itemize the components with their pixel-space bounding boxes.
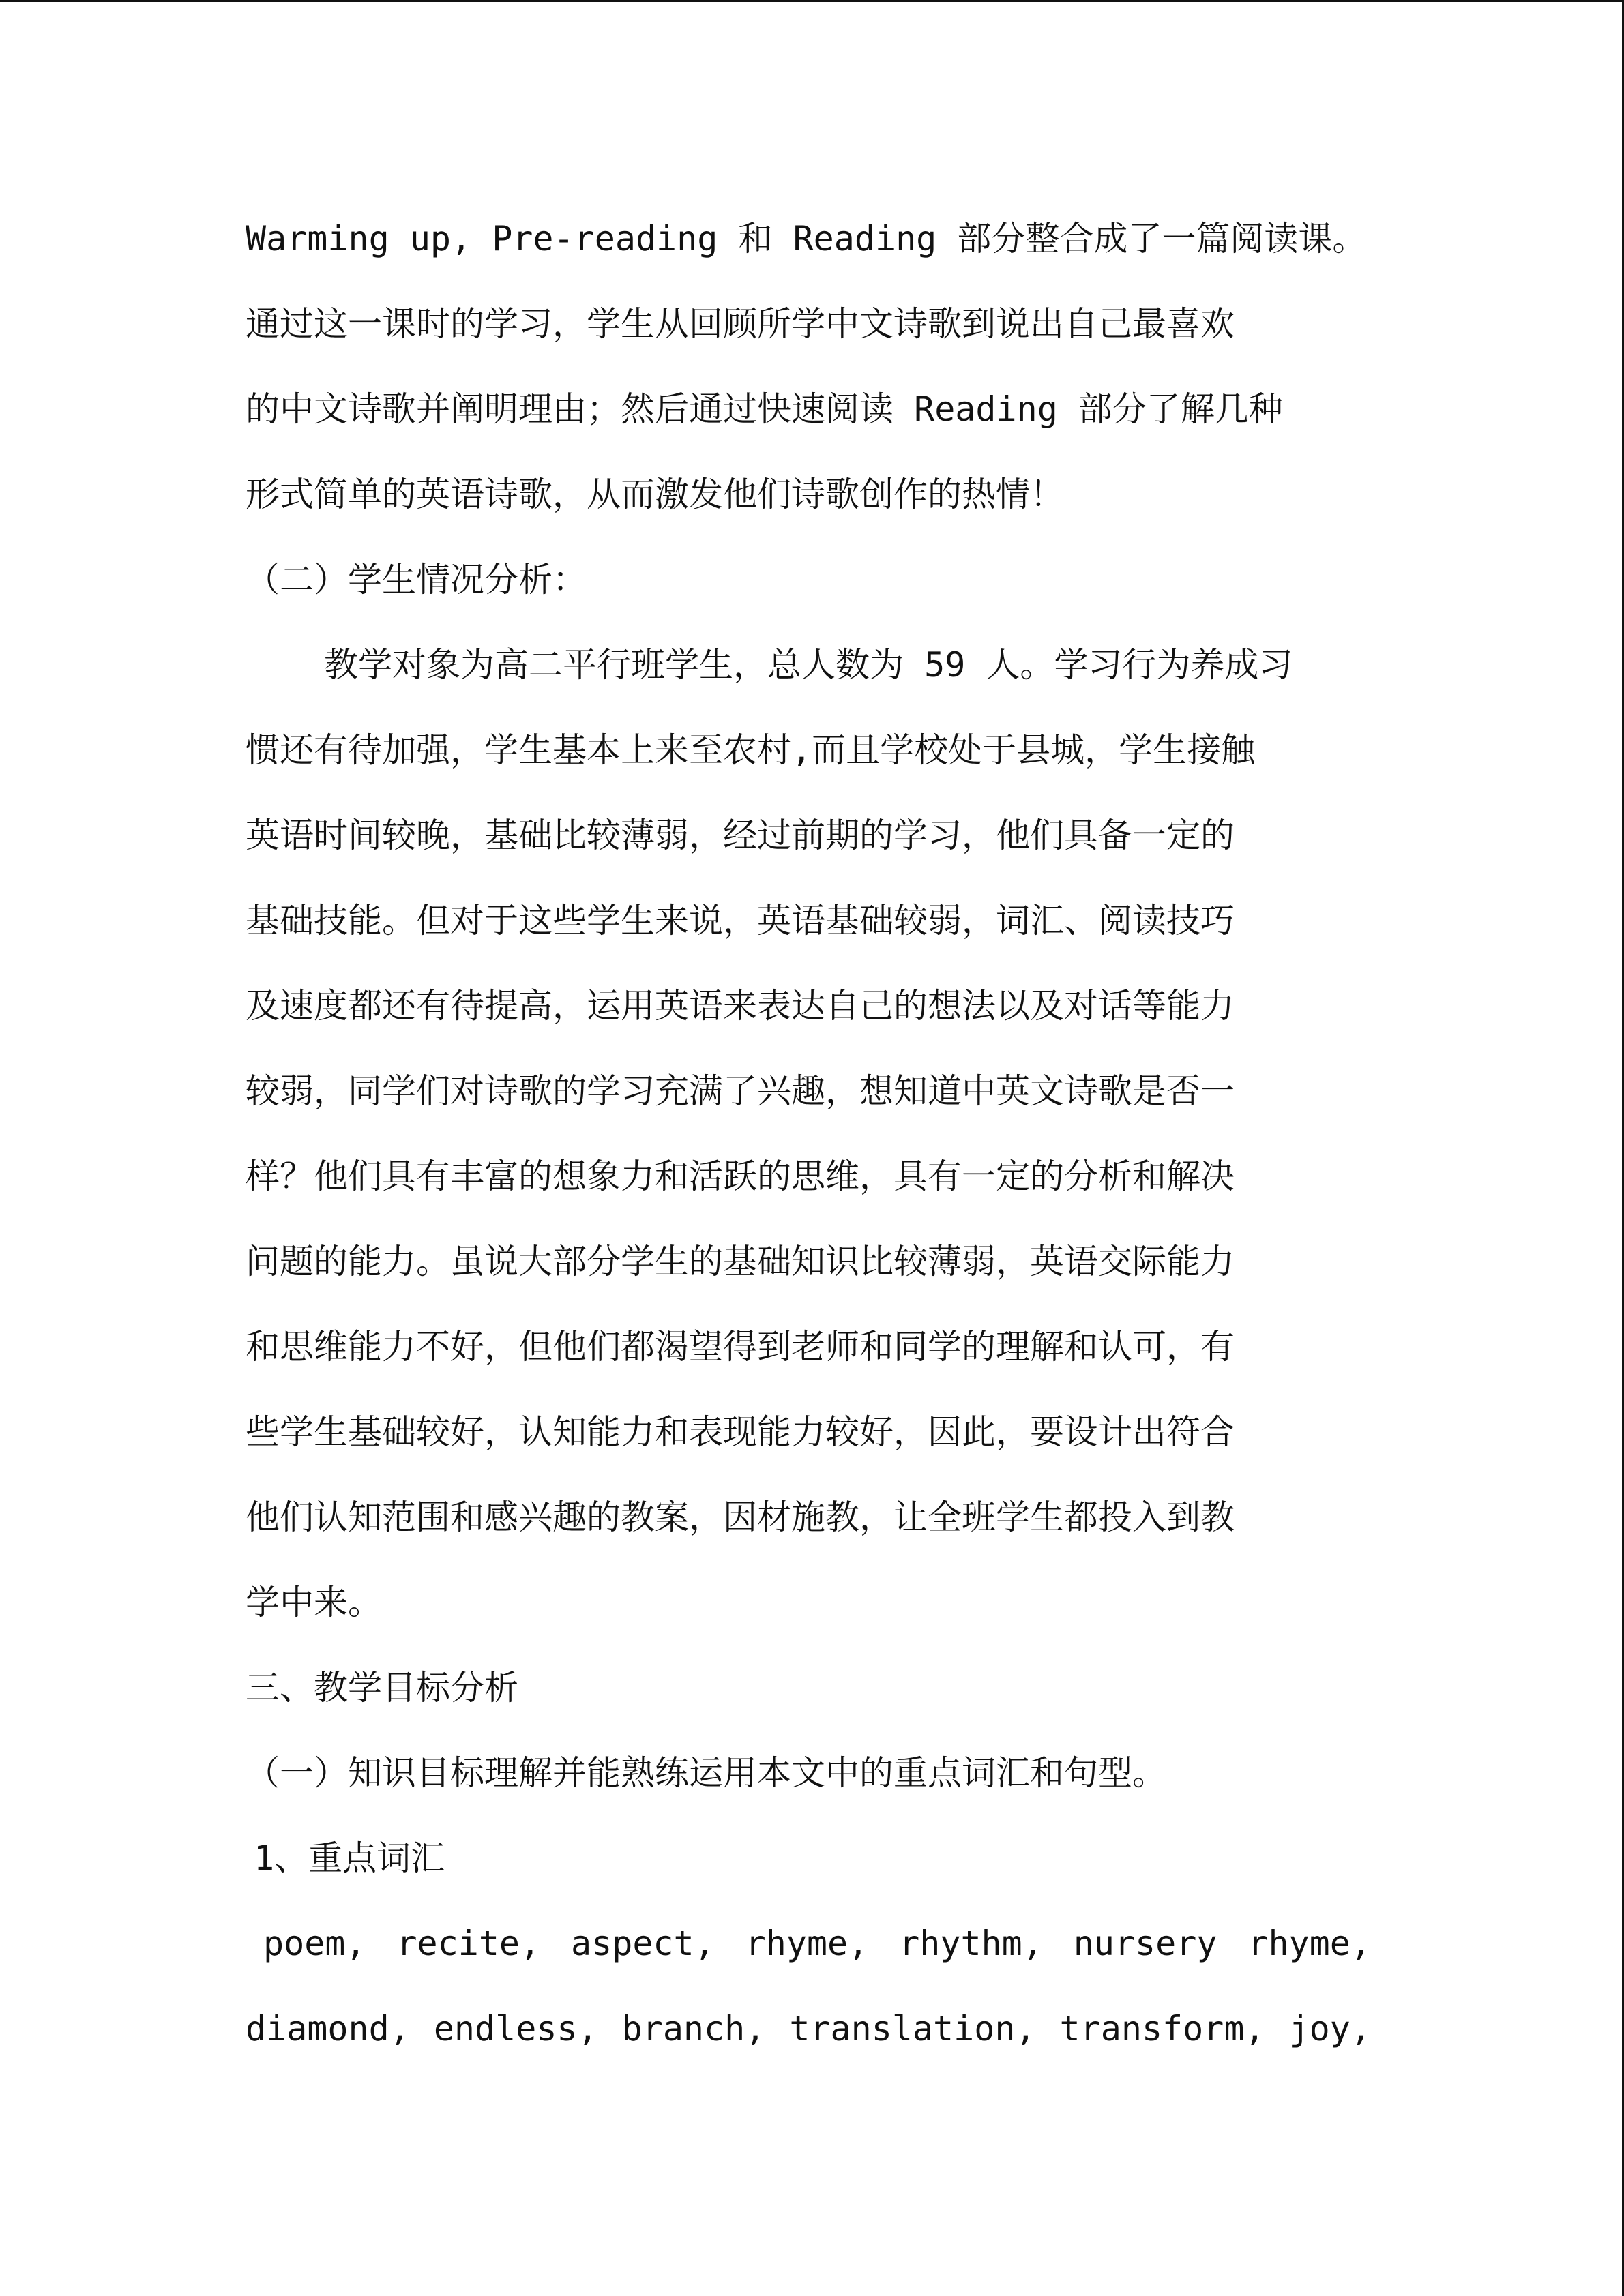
- text-line-9: 基础技能。但对于这些学生来说，英语基础较弱，词汇、阅读技巧: [246, 901, 1235, 940]
- text-line-16: 他们认知范围和感兴趣的教案，因材施教，让全班学生都投入到教: [246, 1497, 1235, 1537]
- vocab-word: aspect,: [571, 1924, 715, 1963]
- vocab-word: recite,: [396, 1924, 541, 1963]
- text-line-1: Warming up, Pre-reading 和 Reading 部分整合成了一篇阅读课。: [246, 219, 1367, 258]
- text-line-3: 的中文诗歌并阐明理由；然后通过快速阅读 Reading 部分了解几种: [246, 389, 1283, 429]
- vocab-word: poem,: [263, 1924, 366, 1963]
- text-line-4: 形式简单的英语诗歌，从而激发他们诗歌创作的热情！: [246, 475, 1064, 514]
- vocab-word: branch,: [621, 2009, 766, 2048]
- subheading-key-vocabulary: 1、重点词汇: [254, 1838, 445, 1878]
- vocab-word: rhyme,: [745, 1924, 869, 1963]
- text-line-10: 及速度都还有待提高，运用英语来表达自己的想法以及对话等能力: [246, 986, 1235, 1026]
- subsection-heading-knowledge-goals: （一）知识目标理解并能熟练运用本文中的重点词汇和句型。: [246, 1753, 1166, 1793]
- text-line-8: 英语时间较晚，基础比较薄弱，经过前期的学习，他们具备一定的: [246, 816, 1235, 855]
- section-heading-student-analysis: （二）学生情况分析：: [246, 560, 587, 599]
- vocab-word: nursery: [1073, 1924, 1217, 1963]
- text-line-12: 样？他们具有丰富的想象力和活跃的思维，具有一定的分析和解决: [246, 1157, 1235, 1196]
- text-line-11: 较弱，同学们对诗歌的学习充满了兴趣，想知道中英文诗歌是否一: [246, 1071, 1235, 1111]
- vocab-word: rhythm,: [899, 1924, 1043, 1963]
- vocab-word: joy,: [1288, 2009, 1371, 2048]
- vocab-word: translation,: [789, 2009, 1036, 2048]
- vocab-word: diamond,: [246, 2009, 410, 2048]
- vocab-word: transform,: [1059, 2009, 1265, 2048]
- vocabulary-row-1: [246, 1922, 1371, 1965]
- text-line-14: 和思维能力不好，但他们都渴望得到老师和同学的理解和认可，有: [246, 1327, 1235, 1367]
- section-heading-teaching-goals: 三、教学目标分析: [246, 1668, 518, 1708]
- page-top-border: [0, 0, 1624, 2]
- text-line-15: 些学生基础较好，认知能力和表现能力较好，因此，要设计出符合: [246, 1412, 1235, 1452]
- paragraph-first-line: 教学对象为高二平行班学生，总人数为 59 人。学习行为养成习: [324, 645, 1293, 685]
- text-line-2: 通过这一课时的学习，学生从回顾所学中文诗歌到说出自己最喜欢: [246, 304, 1235, 344]
- text-line-7: 惯还有待加强，学生基本上来至农村,而且学校处于县城，学生接触: [246, 730, 1256, 770]
- text-line-13: 问题的能力。虽说大部分学生的基础知识比较薄弱，英语交际能力: [246, 1242, 1235, 1281]
- vocab-word: endless,: [433, 2009, 598, 2048]
- text-line-17: 学中来。: [246, 1583, 382, 1622]
- vocabulary-row-2: [246, 2007, 1371, 2051]
- vocab-word: rhyme,: [1247, 1924, 1371, 1963]
